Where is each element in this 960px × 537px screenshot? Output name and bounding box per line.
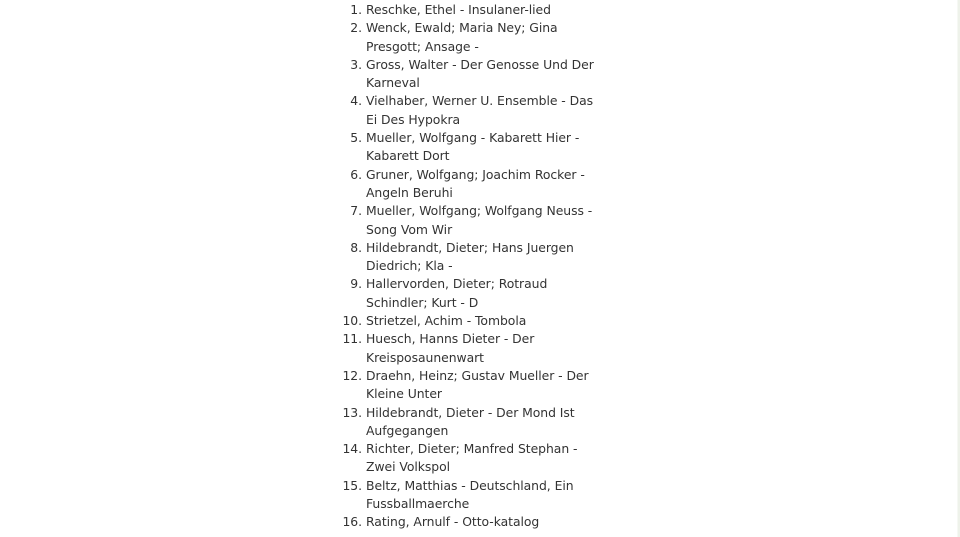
track-item xyxy=(338,19,600,56)
track-item xyxy=(338,330,600,367)
track-title: Mueller, Wolfgang; Wolfgang Neuss - Song Vom Wir xyxy=(366,203,593,237)
track-item xyxy=(338,477,600,514)
track-number: 13. xyxy=(342,404,362,420)
track-item xyxy=(338,440,600,477)
track-number: 4. xyxy=(350,93,362,109)
track-title: Vielhaber, Werner U. Ensemble - Das Ei Des Hypokra xyxy=(366,93,594,127)
track-number: 10. xyxy=(342,313,362,329)
track-item xyxy=(338,1,600,19)
track-number: 1. xyxy=(350,2,362,17)
track-item xyxy=(338,275,600,312)
track-number: 11. xyxy=(342,331,362,347)
track-number: 5. xyxy=(350,130,362,146)
track-item xyxy=(338,367,600,404)
track-title: Huesch, Hanns Dieter - Der Kreisposaunenwart xyxy=(366,331,535,365)
track-title: Gruner, Wolfgang; Joachim Rocker - Angeln Beruhi xyxy=(366,166,585,200)
track-title: Hildebrandt, Dieter; Hans Juergen Diedrich; Kla - xyxy=(366,239,574,274)
track-number: 7. xyxy=(350,203,362,219)
track-item xyxy=(338,404,600,441)
track-item xyxy=(338,202,600,239)
track-item xyxy=(338,92,600,129)
track-title: Beltz, Matthias - Deutschland, Ein Fussballmaerche xyxy=(366,477,574,512)
track-number: 16. xyxy=(342,514,362,530)
track-title: Richter, Dieter; Manfred Stephan - Zwei Volkspol xyxy=(366,441,578,475)
track-title: Rating, Arnulf - Otto-katalog xyxy=(366,514,540,530)
track-title: Reschke, Ethel - Insulaner-lied xyxy=(366,2,551,17)
track-number: 2. xyxy=(350,20,362,36)
track-item xyxy=(338,129,600,166)
track-number: 15. xyxy=(342,477,362,493)
track-item xyxy=(338,56,600,93)
track-number: 3. xyxy=(350,56,362,72)
track-item xyxy=(338,312,600,330)
track-title: Wenck, Ewald; Maria Ney; Gina Presgott; Ansage - xyxy=(366,20,558,54)
track-number: 12. xyxy=(342,367,362,383)
track-title: Strietzel, Achim - Tombola xyxy=(366,313,527,329)
track-title: Draehn, Heinz; Gustav Mueller - Der Kleine Unter xyxy=(366,367,589,402)
tracklist xyxy=(338,1,600,532)
track-item xyxy=(338,239,600,276)
track-title: Hallervorden, Dieter; Rotraud Schindler; Kurt - D xyxy=(366,276,548,310)
track-title: Mueller, Wolfgang - Kabarett Hier - Kabarett Dort xyxy=(366,130,580,164)
track-title: Gross, Walter - Der Genosse Und Der Karneval xyxy=(366,56,594,91)
track-title: Hildebrandt, Dieter - Der Mond Ist Aufgegangen xyxy=(366,404,575,438)
track-number: 9. xyxy=(350,276,362,292)
track-number: 6. xyxy=(350,166,362,182)
track-number: 14. xyxy=(342,441,362,457)
track-number: 8. xyxy=(350,239,362,255)
track-item xyxy=(338,513,600,531)
track-item xyxy=(338,166,600,203)
